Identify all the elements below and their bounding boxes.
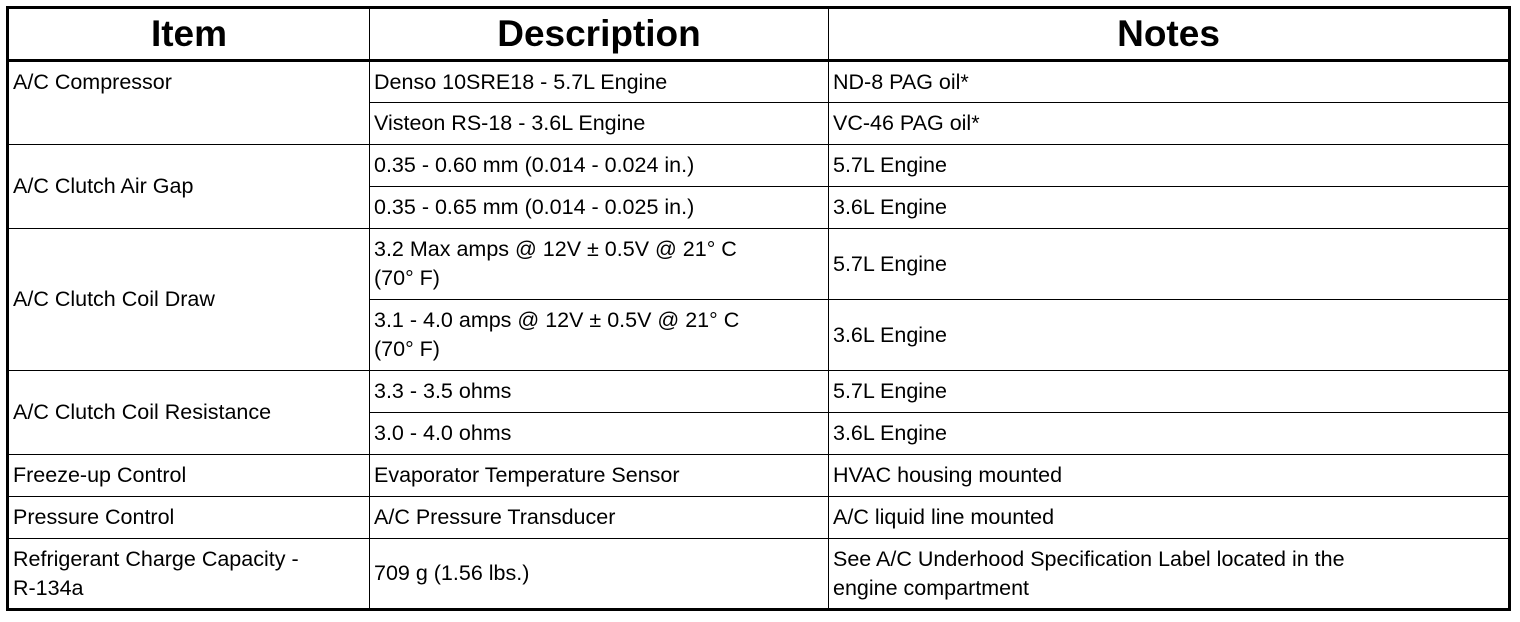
specifications-table [6, 6, 1511, 611]
notes-cell: 3.6L Engine [829, 300, 1510, 371]
description-cell: 709 g (1.56 lbs.) [370, 539, 829, 610]
item-line: R-134a [13, 575, 84, 600]
header-notes: Notes [829, 8, 1510, 61]
description-line: (70° F) [374, 337, 440, 361]
description-cell [370, 229, 829, 300]
table-row [8, 455, 1510, 497]
description-cell: Visteon RS-18 - 3.6L Engine [370, 103, 829, 145]
header-description: Description [370, 8, 829, 61]
description-line: 3.2 Max amps @ 12V ± 0.5V @ 21° C [374, 237, 737, 261]
header-item: Item [8, 8, 370, 61]
description-cell: 3.0 - 4.0 ohms [370, 413, 829, 455]
description-cell [370, 300, 829, 371]
item-cell-air-gap: A/C Clutch Air Gap [8, 145, 370, 229]
header-row [8, 8, 1510, 61]
description-cell: 0.35 - 0.60 mm (0.014 - 0.024 in.) [370, 145, 829, 187]
notes-cell: ND-8 PAG oil* [829, 61, 1510, 103]
item-cell-pressure-control: Pressure Control [8, 497, 370, 539]
item-cell-refrigerant [8, 539, 370, 610]
table-row [8, 229, 1510, 300]
description-cell: A/C Pressure Transducer [370, 497, 829, 539]
description-cell: 3.3 - 3.5 ohms [370, 371, 829, 413]
notes-cell: VC-46 PAG oil* [829, 103, 1510, 145]
item-cell-coil-resistance: A/C Clutch Coil Resistance [8, 371, 370, 455]
table-row [8, 371, 1510, 413]
notes-cell: 5.7L Engine [829, 145, 1510, 187]
description-cell: 0.35 - 0.65 mm (0.014 - 0.025 in.) [370, 187, 829, 229]
table-row [8, 61, 1510, 103]
item-cell-compressor: A/C Compressor [8, 61, 370, 145]
notes-cell: 3.6L Engine [829, 187, 1510, 229]
description-cell: Evaporator Temperature Sensor [370, 455, 829, 497]
item-cell-coil-draw: A/C Clutch Coil Draw [8, 229, 370, 371]
table-row [8, 539, 1510, 610]
notes-cell: HVAC housing mounted [829, 455, 1510, 497]
notes-cell: A/C liquid line mounted [829, 497, 1510, 539]
notes-cell: 5.7L Engine [829, 371, 1510, 413]
notes-cell: 3.6L Engine [829, 413, 1510, 455]
table-row [8, 497, 1510, 539]
notes-cell: 5.7L Engine [829, 229, 1510, 300]
notes-line: engine compartment [833, 575, 1029, 600]
table-row [8, 145, 1510, 187]
notes-line: See A/C Underhood Specification Label located in the [833, 546, 1345, 571]
description-cell: Denso 10SRE18 - 5.7L Engine [370, 61, 829, 103]
description-line: (70° F) [374, 266, 440, 290]
notes-cell [829, 539, 1510, 610]
description-line: 3.1 - 4.0 amps @ 12V ± 0.5V @ 21° C [374, 308, 740, 332]
item-cell-freeze-up: Freeze-up Control [8, 455, 370, 497]
item-line: Refrigerant Charge Capacity - [13, 546, 299, 571]
